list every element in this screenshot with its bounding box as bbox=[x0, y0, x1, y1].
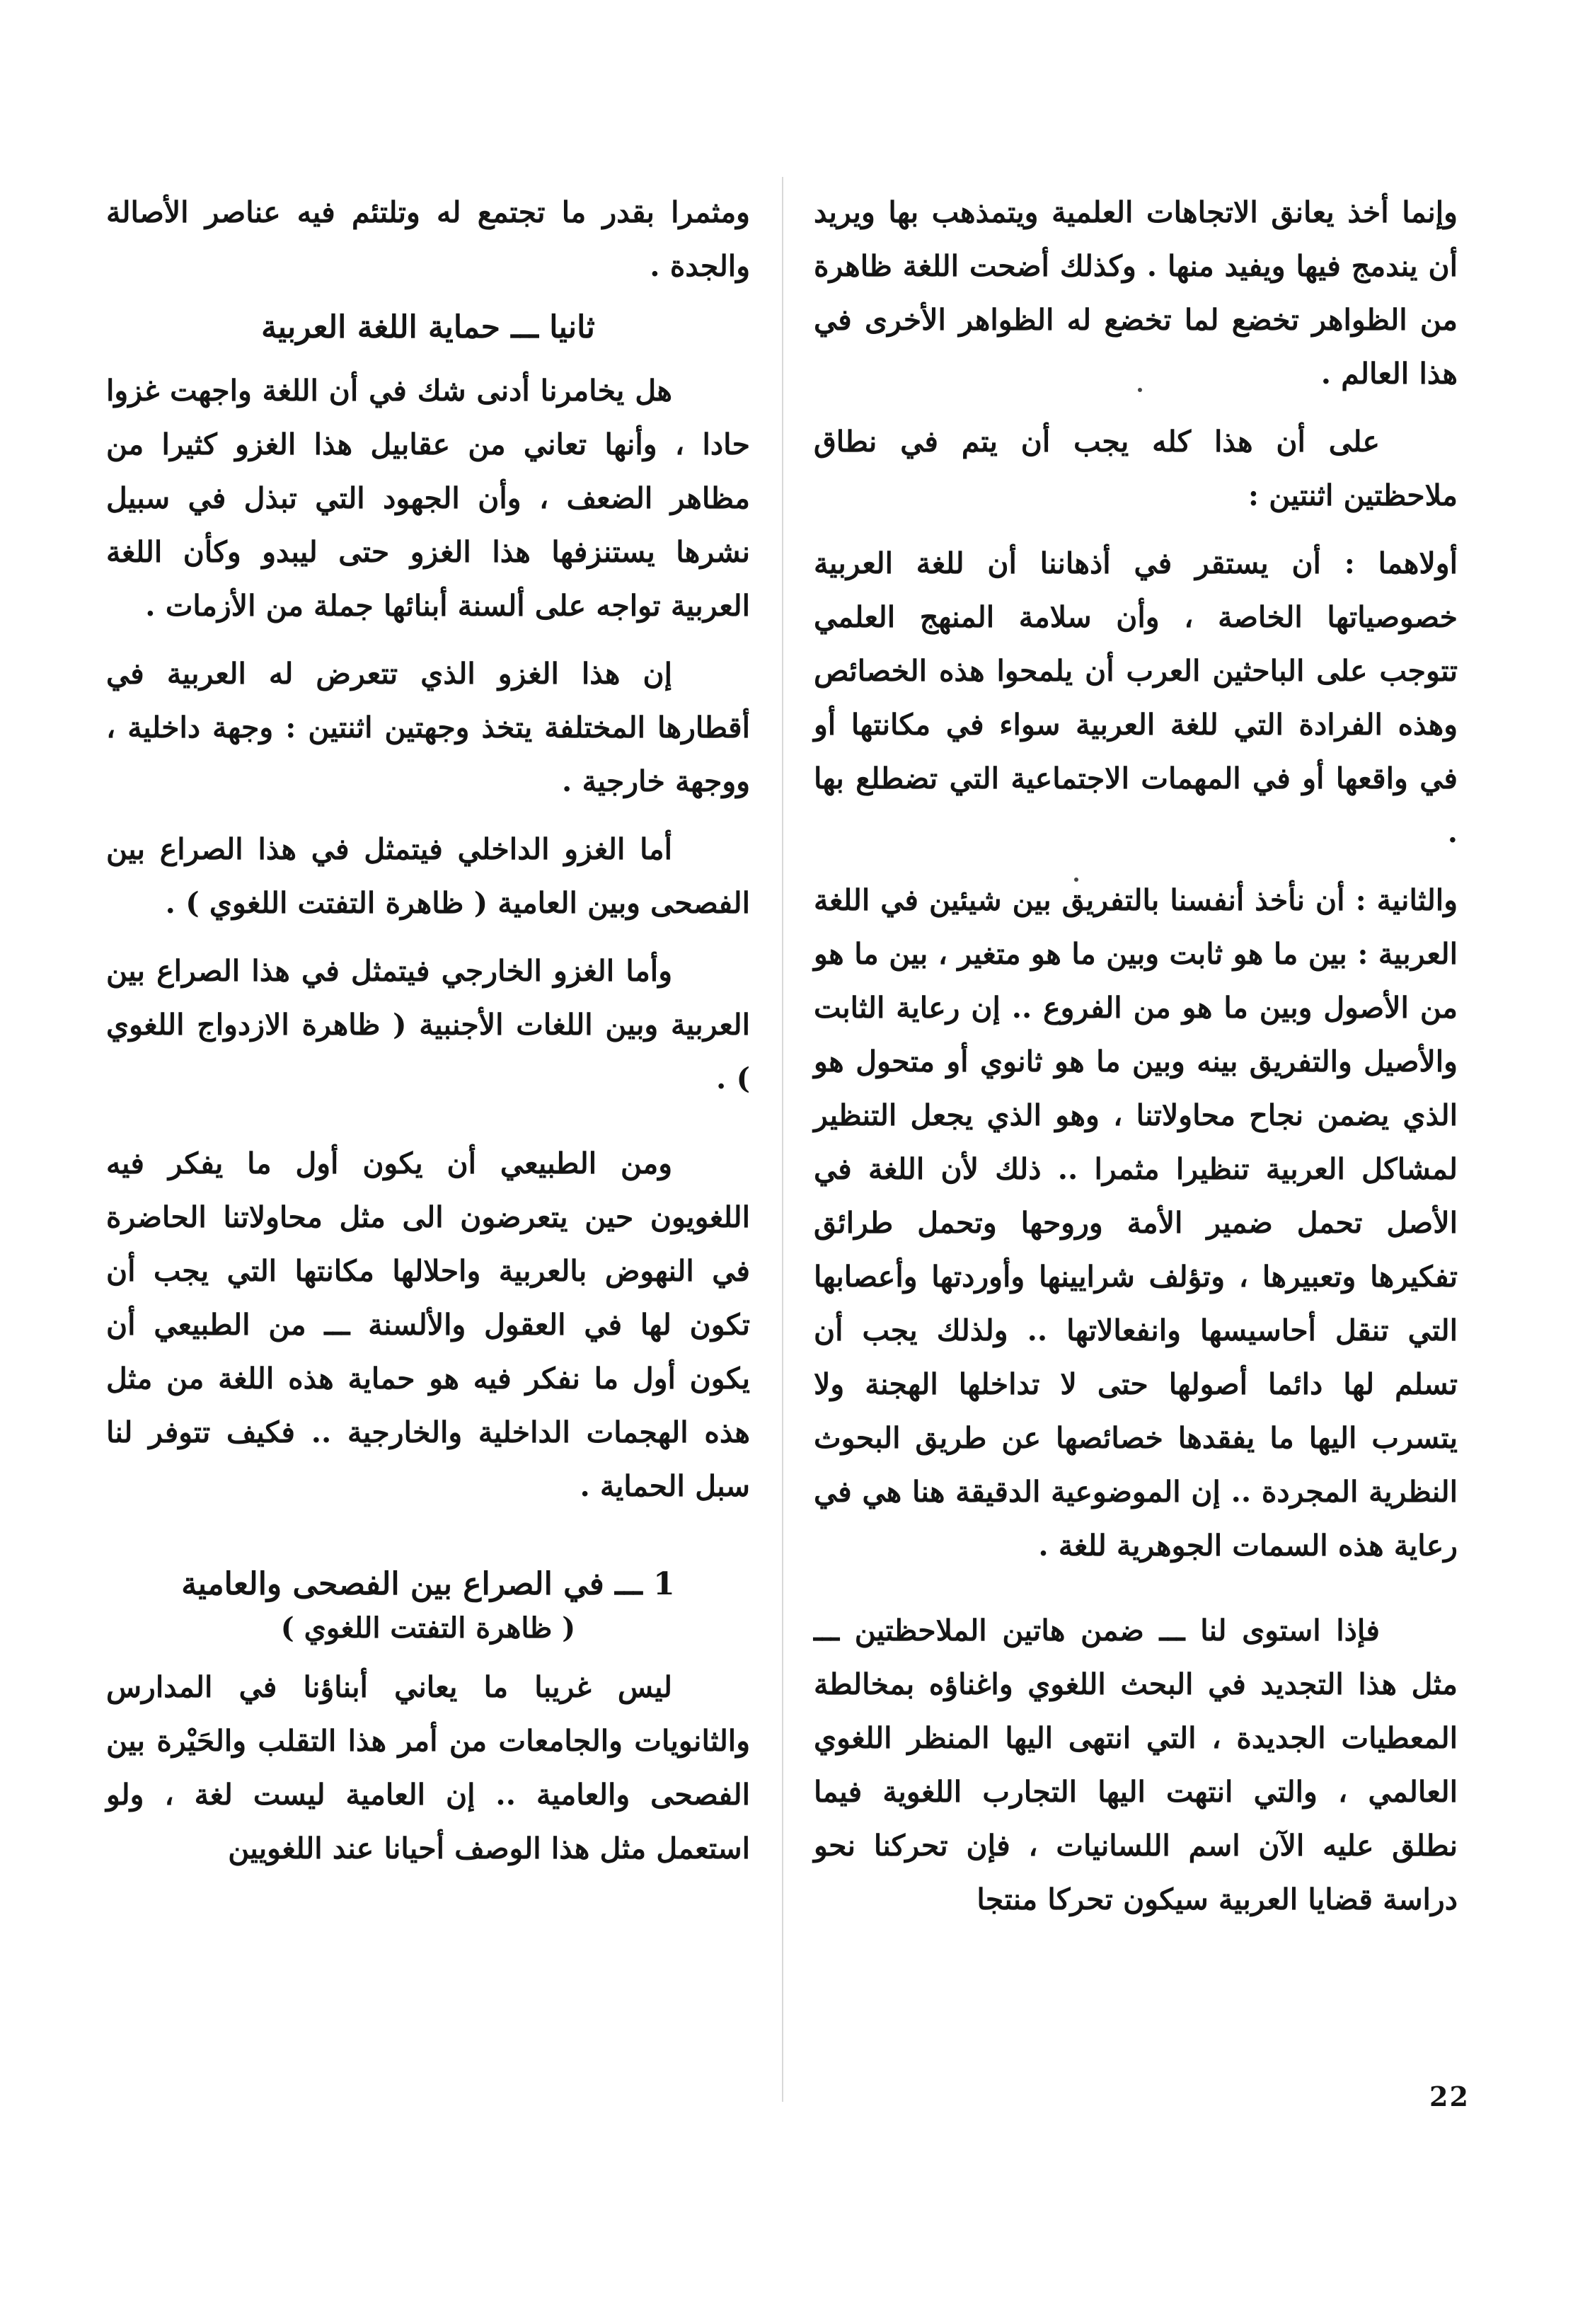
paragraph: ومن الطبيعي أن يكون أول ما يفكر فيه اللغويون حين يتعرضون الى مثل محاولاتنا الحاضرة في النهوض بالعربية واحلالها مكانتها التي يجب أن تكون لها في العقول والألسنة ـــ من الطبيعي أن يكون أول ما نفكر فيه هو حماية هذه اللغة من مثل هذه الهجمات الداخلية والخارجية .. فكيف تتوفر لنا سبل الحماية . bbox=[106, 1146, 750, 1503]
paragraph-text: أن يستقر في أذهاننا أن للغة العربية خصوصياتها الخاصة ، وأن سلامة المنهج العلمي تتوجب على الباحثين العرب أن يلمحوا هذه الخصائص وهذه الفرادة التي للغة العربية سواء في مكانتها أو في واقعها أو في المهمات الاجتماعية التي تضطلع بها . bbox=[814, 546, 1458, 849]
paragraph: أما الغزو الداخلي فيتمثل في هذا الصراع بين الفصحى وبين العامية ( ظاهرة التفتت اللغوي ) . bbox=[106, 832, 750, 920]
paragraph-lead: والثانية : bbox=[1355, 883, 1458, 917]
section-heading: ثانيا ـــ حماية اللغة العربية bbox=[261, 309, 595, 345]
paragraph bbox=[814, 536, 1458, 859]
page-number: 22 bbox=[1429, 2081, 1470, 2112]
paragraph: وإنما أخذ يعانق الاتجاهات العلمية ويتمذهب بها ويريد أن يندمج فيها ويفيد منها . وكذلك أضحت اللغة ظاهرة من الظواهر تخضع لما تخضع له الظواهر الأخرى في هذا العالم . bbox=[814, 195, 1458, 391]
scan-speck bbox=[1074, 878, 1078, 882]
paragraph-text: أن نأخذ أنفسنا بالتفريق بين شيئين في اللغة العربية : بين ما هو ثابت وبين ما هو متغير ، بين ما هو من الأصول وبين ما هو من الفروع .. إن رعاية الثابت والأصيل والتفريق بينه وبين ما هو ثانوي أو متحول هو الذي يضمن نجاح محاولاتنا ، وهو الذي يجعل التنظير لمشاكل العربية تنظيرا مثمرا .. ذلك لأن اللغة في الأصل تحمل ضمير الأمة وروحها وتحمل طرائق تفكيرها وتعبيرها ، وتؤلف شرايينها وأوردتها وأعصابها التي تنقل أحاسيسها وانفعالاتها .. ولذلك يجب أن تسلم لها دائما أصولها حتى لا تداخلها الهجنة ولا يتسرب اليها ما يفقدها خصائصها عن طريق البحوث النظرية المجردة .. إن الموضوعية الدقيقة هنا هي في رعاية هذه السمات الجوهرية للغة . bbox=[814, 883, 1458, 1563]
paragraph bbox=[814, 873, 1458, 1572]
subsection-heading: 1 ـــ في الصراع بين الفصحى والعامية bbox=[181, 1566, 675, 1602]
left-column bbox=[106, 185, 750, 1875]
paragraph: إن هذا الغزو الذي تتعرض له العربية في أقطارها المختلفة يتخذ وجهتين اثنتين : وجهة داخلية ، ووجهة خارجية . bbox=[106, 657, 750, 798]
paragraph: على أن هذا كله يجب أن يتم في نطاق ملاحظتين اثنتين : bbox=[814, 425, 1458, 512]
right-column bbox=[814, 185, 1458, 1926]
scan-speck bbox=[1138, 388, 1142, 392]
paragraph: هل يخامرنا أدنى شك في أن اللغة واجهت غزوا حادا ، وأنها تعاني من عقابيل هذا الغزو كثيرا من مظاهر الضعف ، وأن الجهود التي تبذل في سبيل نشرها يستنزفها هذا الغزو حتى ليبدو وكأن اللغة العربية تواجه على ألسنة أبنائها جملة من الأزمات . bbox=[106, 374, 750, 623]
paragraph: ليس غريبا ما يعاني أبناؤنا في المدارس والثانويات والجامعات من أمر هذا التقلب والحَيْرة بين الفصحى والعامية .. إن العامية ليست لغة ، ولو استعمل مثل هذا الوصف أحيانا عند اللغويين bbox=[106, 1670, 750, 1865]
paragraph: فإذا استوى لنا ـــ ضمن هاتين الملاحظتين ـــ مثل هذا التجديد في البحث اللغوي واغناؤه بمخالطة المعطيات الجديدة ، التي انتهى اليها المنظر اللغوي العالمي ، والتي انتهت اليها التجارب اللغوية فيما نطلق عليه الآن اسم اللسانيات ، فإن تحركنا نحو دراسة قضايا العربية سيكون تحركا منتجا bbox=[814, 1613, 1458, 1916]
column-divider bbox=[782, 177, 783, 2102]
subsection-subtitle: ( ظاهرة التفتت اللغوي ) bbox=[280, 1611, 576, 1645]
paragraph: وأما الغزو الخارجي فيتمثل في هذا الصراع بين العربية وبين اللغات الأجنبية ( ظاهرة الازدواج اللغوي ) . bbox=[106, 954, 750, 1095]
paragraph: ومثمرا بقدر ما تجتمع له وتلتئم فيه عناصر الأصالة والجدة . bbox=[106, 195, 750, 283]
paragraph-lead: أولاهما : bbox=[1344, 546, 1458, 580]
